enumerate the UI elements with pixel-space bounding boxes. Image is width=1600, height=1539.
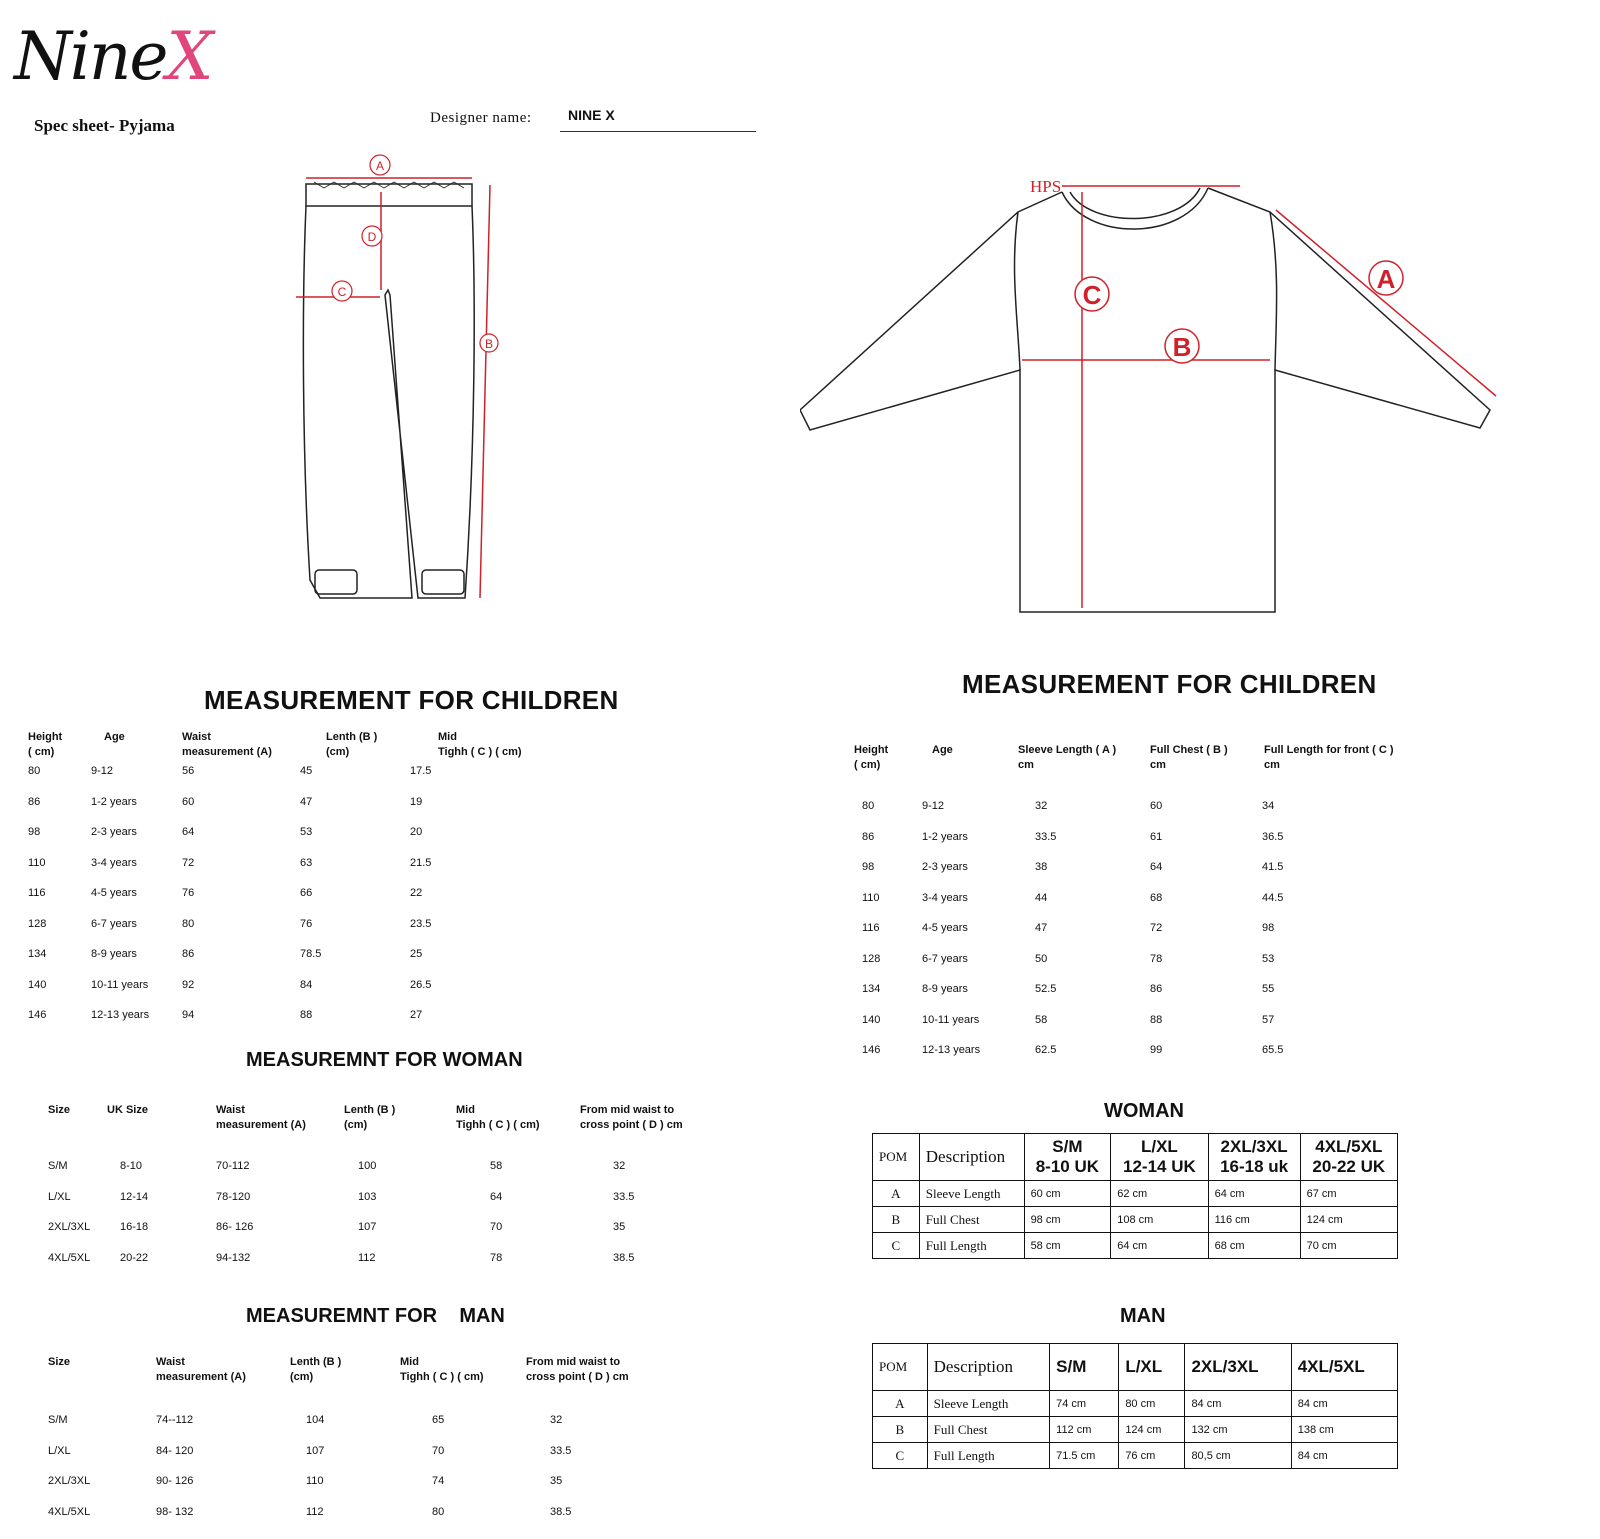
table-cell: 52.5 bbox=[1035, 983, 1057, 995]
size-header bbox=[1300, 1134, 1397, 1181]
table-cell: 68 bbox=[1150, 891, 1163, 904]
table-cell: 23.5 bbox=[410, 917, 432, 930]
designer-underline bbox=[560, 131, 756, 132]
designer-label: Designer name: bbox=[430, 110, 532, 126]
table-cell: 19 bbox=[410, 795, 423, 808]
table-cell: Full Length bbox=[927, 1443, 1050, 1469]
table-cell: 76 cm bbox=[1119, 1443, 1185, 1469]
column-header: Lenth (B ) (cm) bbox=[290, 1356, 342, 1383]
table-cell: 140 bbox=[28, 978, 47, 991]
table-cell: 86- 126 bbox=[216, 1221, 254, 1233]
table-cell: 132 cm bbox=[1185, 1417, 1291, 1443]
size-header: 4XL/5XL bbox=[1291, 1344, 1397, 1391]
top-label-c: C bbox=[1082, 280, 1102, 310]
table-cell: 1-2 years bbox=[91, 795, 137, 808]
top-woman-pom-table bbox=[872, 1133, 1398, 1259]
column-header: UK Size bbox=[107, 1104, 148, 1116]
table-cell: Full Length bbox=[919, 1233, 1024, 1259]
size-header bbox=[1208, 1134, 1300, 1181]
description-header: Description bbox=[919, 1134, 1024, 1181]
table-cell: 98 cm bbox=[1024, 1207, 1111, 1233]
column-header: Mid Tighh ( C ) ( cm) bbox=[456, 1104, 540, 1131]
table-cell: 84 cm bbox=[1291, 1391, 1397, 1417]
table-cell: 57 bbox=[1262, 1013, 1275, 1026]
table-cell: 66 bbox=[300, 887, 313, 899]
top-children-title: MEASUREMENT FOR CHILDREN bbox=[962, 669, 1377, 699]
size-header-line: 2XL/3XL bbox=[1220, 1137, 1288, 1156]
table-cell: 146 bbox=[862, 1044, 881, 1056]
table-cell: Sleeve Length bbox=[927, 1391, 1050, 1417]
table-cell: 86 bbox=[862, 830, 875, 843]
size-header-line: 16-18 uk bbox=[1220, 1157, 1289, 1176]
table-cell: 35 bbox=[613, 1221, 626, 1233]
table-cell: 60 bbox=[1150, 800, 1163, 812]
table-cell: 53 bbox=[300, 826, 313, 838]
table-cell: 36.5 bbox=[1262, 830, 1284, 843]
size-header-line: L/XL bbox=[1140, 1137, 1178, 1156]
table-cell: 68 cm bbox=[1208, 1233, 1300, 1259]
table-cell: S/M bbox=[48, 1160, 68, 1172]
table-cell: 116 cm bbox=[1208, 1207, 1300, 1233]
table-cell: 72 bbox=[182, 856, 195, 869]
table-cell: 112 bbox=[358, 1251, 376, 1264]
table-cell: 65.5 bbox=[1262, 1044, 1284, 1056]
table-row bbox=[873, 1443, 1398, 1469]
top-man-title: MAN bbox=[1120, 1305, 1166, 1327]
column-header: Size bbox=[48, 1356, 71, 1368]
table-cell: 33.5 bbox=[550, 1444, 572, 1457]
top-label-b: B bbox=[1172, 332, 1192, 362]
table-cell: 33.5 bbox=[613, 1190, 635, 1203]
table-cell: 4-5 years bbox=[91, 887, 137, 899]
logo-text: Nine bbox=[14, 18, 167, 95]
table-cell: 80 bbox=[432, 1505, 445, 1518]
table-cell: 86 bbox=[182, 948, 195, 960]
table-cell: 4XL/5XL bbox=[48, 1251, 91, 1264]
table-cell: 4-5 years bbox=[922, 922, 968, 934]
table-cell: 86 bbox=[28, 795, 41, 808]
table-cell: 138 cm bbox=[1291, 1417, 1397, 1443]
column-header: From mid waist to cross point ( D ) cm bbox=[580, 1104, 683, 1131]
table-cell: 2-3 years bbox=[922, 861, 968, 873]
table-cell: 107 bbox=[306, 1444, 325, 1457]
table-cell: 124 cm bbox=[1300, 1207, 1397, 1233]
pants-label-b: B bbox=[484, 337, 494, 351]
table-cell: 80 cm bbox=[1119, 1391, 1185, 1417]
table-cell: 90- 126 bbox=[156, 1475, 194, 1487]
pom-header-row bbox=[873, 1344, 1398, 1391]
table-cell: 32 bbox=[550, 1414, 563, 1426]
table-cell: 38.5 bbox=[613, 1251, 635, 1264]
table-cell: 2XL/3XL bbox=[48, 1475, 91, 1487]
table-cell: 27 bbox=[410, 1009, 423, 1021]
table-cell: 98- 132 bbox=[156, 1505, 194, 1518]
table-cell: 110 bbox=[306, 1475, 324, 1487]
size-header: 2XL/3XL bbox=[1185, 1344, 1291, 1391]
table-cell: 103 bbox=[358, 1190, 377, 1203]
table-row bbox=[873, 1207, 1398, 1233]
table-cell: 94 bbox=[182, 1009, 195, 1021]
pants-label-a: A bbox=[375, 159, 385, 173]
table-cell: 110 bbox=[28, 856, 46, 869]
table-cell: B bbox=[873, 1207, 920, 1233]
table-cell: 80 bbox=[182, 917, 195, 930]
table-cell: 35 bbox=[550, 1475, 563, 1487]
table-cell: C bbox=[873, 1233, 920, 1259]
table-cell: 64 cm bbox=[1111, 1233, 1208, 1259]
table-cell: 67 cm bbox=[1300, 1181, 1397, 1207]
table-cell: 98 bbox=[28, 826, 41, 838]
table-cell: 100 bbox=[358, 1160, 377, 1172]
table-cell: 6-7 years bbox=[922, 952, 968, 965]
table-row bbox=[873, 1417, 1398, 1443]
logo-x: X bbox=[166, 18, 212, 95]
table-cell: Full Chest bbox=[927, 1417, 1050, 1443]
top-hps-label: HPS bbox=[1030, 177, 1062, 196]
column-header: Age bbox=[104, 731, 125, 743]
table-cell: 58 bbox=[1035, 1013, 1048, 1026]
table-cell: 53 bbox=[1262, 952, 1275, 965]
table-cell: 62.5 bbox=[1035, 1044, 1057, 1056]
table-cell: 60 bbox=[182, 795, 195, 808]
table-cell: 116 bbox=[28, 887, 46, 899]
table-cell: 128 bbox=[28, 917, 47, 930]
column-header: Age bbox=[932, 744, 953, 756]
table-cell: 65 bbox=[432, 1414, 445, 1426]
table-cell: Full Chest bbox=[919, 1207, 1024, 1233]
column-header: Waist measurement (A) bbox=[216, 1104, 306, 1131]
size-header-line: 4XL/5XL bbox=[1315, 1137, 1383, 1156]
table-cell: 38 bbox=[1035, 861, 1048, 873]
table-cell: 116 bbox=[862, 922, 880, 934]
size-header bbox=[1024, 1134, 1111, 1181]
table-cell: 63 bbox=[300, 856, 313, 869]
table-cell: 74 bbox=[432, 1475, 445, 1487]
top-man-pom-table bbox=[872, 1343, 1398, 1469]
pom-header-row bbox=[873, 1134, 1398, 1181]
table-cell: 16-18 bbox=[120, 1221, 149, 1233]
table-cell: C bbox=[873, 1443, 928, 1469]
table-cell: 55 bbox=[1262, 983, 1275, 995]
table-cell: L/XL bbox=[48, 1190, 71, 1203]
top-label-a: A bbox=[1376, 264, 1396, 294]
table-cell: A bbox=[873, 1181, 920, 1207]
column-header: Height ( cm) bbox=[854, 744, 889, 771]
table-cell: 74 cm bbox=[1050, 1391, 1119, 1417]
table-cell: S/M bbox=[48, 1414, 68, 1426]
table-cell: 12-13 years bbox=[922, 1044, 981, 1056]
column-header: Size bbox=[48, 1104, 71, 1116]
table-cell: 26.5 bbox=[410, 978, 432, 991]
table-cell: 92 bbox=[182, 978, 195, 991]
table-cell: 78 bbox=[490, 1251, 503, 1264]
table-cell: 12-14 bbox=[120, 1190, 149, 1203]
table-cell: 99 bbox=[1150, 1044, 1163, 1056]
column-header: Mid Tighh ( C ) ( cm) bbox=[438, 731, 522, 758]
table-cell: 60 cm bbox=[1024, 1181, 1111, 1207]
table-cell: 64 bbox=[490, 1190, 503, 1203]
table-cell: 84 cm bbox=[1185, 1391, 1291, 1417]
table-cell: 112 bbox=[306, 1505, 324, 1518]
table-cell: 70 cm bbox=[1300, 1233, 1397, 1259]
table-cell: A bbox=[873, 1391, 928, 1417]
table-cell: 88 bbox=[300, 1009, 313, 1021]
table-cell: 8-9 years bbox=[922, 983, 968, 995]
table-cell: 78-120 bbox=[216, 1190, 251, 1203]
size-header-line: 12-14 UK bbox=[1123, 1157, 1196, 1176]
table-row bbox=[873, 1391, 1398, 1417]
table-cell: 64 cm bbox=[1208, 1181, 1300, 1207]
table-cell: 124 cm bbox=[1119, 1417, 1185, 1443]
table-cell: 8-9 years bbox=[91, 948, 137, 960]
table-cell: 50 bbox=[1035, 952, 1048, 965]
table-cell: 1-2 years bbox=[922, 830, 968, 843]
designer-value: NINE X bbox=[568, 107, 615, 123]
pants-label-c: C bbox=[337, 285, 347, 299]
table-cell: 56 bbox=[182, 765, 195, 777]
table-cell: 134 bbox=[862, 983, 881, 995]
column-header: Full Length for front ( C ) cm bbox=[1264, 744, 1394, 771]
table-cell: 98 bbox=[1262, 922, 1275, 934]
table-cell: 9-12 bbox=[91, 765, 114, 777]
pants-man-title: MEASUREMNT FOR MAN bbox=[246, 1305, 505, 1327]
table-cell: 128 bbox=[862, 952, 881, 965]
column-header: Mid Tighh ( C ) ( cm) bbox=[400, 1356, 484, 1383]
table-cell: 47 bbox=[1035, 922, 1048, 934]
table-cell: 80 bbox=[28, 765, 41, 777]
table-cell: 112 cm bbox=[1050, 1417, 1119, 1443]
table-cell: 20-22 bbox=[120, 1251, 149, 1264]
table-cell: 146 bbox=[28, 1009, 47, 1021]
table-cell: 64 bbox=[182, 826, 195, 838]
table-cell: 44 bbox=[1035, 891, 1048, 904]
table-cell: 88 bbox=[1150, 1013, 1163, 1026]
pants-children-title: MEASUREMENT FOR CHILDREN bbox=[204, 685, 619, 715]
column-header: From mid waist to cross point ( D ) cm bbox=[526, 1356, 629, 1383]
table-cell: 4XL/5XL bbox=[48, 1505, 91, 1518]
table-cell: 21.5 bbox=[410, 856, 432, 869]
table-cell: 84 cm bbox=[1291, 1443, 1397, 1469]
table-cell: 98 bbox=[862, 861, 875, 873]
table-cell: 32 bbox=[1035, 800, 1048, 812]
brand-logo bbox=[14, 18, 212, 108]
table-cell: 9-12 bbox=[922, 800, 945, 812]
size-header: L/XL bbox=[1119, 1344, 1185, 1391]
table-cell: 38.5 bbox=[550, 1505, 572, 1518]
column-header: Full Chest ( B ) cm bbox=[1150, 744, 1228, 771]
table-cell: 86 bbox=[1150, 983, 1163, 995]
table-cell: 45 bbox=[300, 765, 313, 777]
table-cell: 140 bbox=[862, 1013, 881, 1026]
table-cell: 32 bbox=[613, 1160, 626, 1172]
table-cell: 3-4 years bbox=[922, 891, 968, 904]
description-header: Description bbox=[927, 1344, 1050, 1391]
table-cell: 64 bbox=[1150, 861, 1163, 873]
table-cell: 70-112 bbox=[216, 1160, 250, 1172]
top-diagram bbox=[800, 170, 1520, 630]
table-cell: 25 bbox=[410, 948, 423, 960]
column-header: Waist measurement (A) bbox=[156, 1356, 246, 1383]
pom-header: POM bbox=[873, 1134, 920, 1181]
table-cell: B bbox=[873, 1417, 928, 1443]
pants-diagram bbox=[280, 150, 520, 620]
table-cell: 61 bbox=[1150, 830, 1163, 843]
column-header: Lenth (B ) (cm) bbox=[326, 731, 378, 758]
table-cell: 33.5 bbox=[1035, 830, 1057, 843]
table-cell: 44.5 bbox=[1262, 891, 1284, 904]
table-cell: 10-11 years bbox=[922, 1013, 980, 1026]
table-cell: 20 bbox=[410, 826, 423, 838]
table-cell: 74--112 bbox=[156, 1414, 194, 1426]
table-cell: L/XL bbox=[48, 1444, 71, 1457]
size-header: S/M bbox=[1050, 1344, 1119, 1391]
table-cell: 71.5 cm bbox=[1050, 1443, 1119, 1469]
table-cell: 41.5 bbox=[1262, 861, 1284, 873]
top-woman-title: WOMAN bbox=[1104, 1100, 1184, 1122]
table-cell: 62 cm bbox=[1111, 1181, 1208, 1207]
table-cell: 94-132 bbox=[216, 1251, 251, 1264]
table-cell: 76 bbox=[182, 887, 195, 899]
table-cell: 3-4 years bbox=[91, 856, 137, 869]
table-cell: Sleeve Length bbox=[919, 1181, 1024, 1207]
table-cell: 76 bbox=[300, 917, 313, 930]
table-cell: 58 cm bbox=[1024, 1233, 1111, 1259]
table-row bbox=[873, 1181, 1398, 1207]
table-cell: 10-11 years bbox=[91, 978, 149, 991]
table-cell: 110 bbox=[862, 891, 880, 904]
column-header: Sleeve Length ( A ) cm bbox=[1018, 744, 1117, 771]
table-cell: 104 bbox=[306, 1414, 325, 1426]
table-cell: 8-10 bbox=[120, 1160, 143, 1172]
column-header: Waist measurement (A) bbox=[182, 731, 272, 758]
table-cell: 58 bbox=[490, 1160, 503, 1172]
table-cell: 70 bbox=[490, 1221, 503, 1233]
table-cell: 47 bbox=[300, 795, 313, 808]
table-cell: 12-13 years bbox=[91, 1009, 150, 1021]
column-header: Lenth (B ) (cm) bbox=[344, 1104, 396, 1131]
table-cell: 17.5 bbox=[410, 765, 432, 777]
size-header-line: 20-22 UK bbox=[1312, 1157, 1386, 1176]
table-cell: 80,5 cm bbox=[1185, 1443, 1291, 1469]
table-cell: 72 bbox=[1150, 922, 1163, 934]
table-cell: 108 cm bbox=[1111, 1207, 1208, 1233]
table-cell: 84- 120 bbox=[156, 1444, 194, 1457]
sheet-subtitle: Spec sheet- Pyjama bbox=[34, 116, 175, 135]
table-cell: 134 bbox=[28, 948, 47, 960]
size-header bbox=[1111, 1134, 1208, 1181]
table-cell: 34 bbox=[1262, 800, 1275, 812]
table-cell: 78.5 bbox=[300, 948, 322, 960]
table-row bbox=[873, 1233, 1398, 1259]
table-cell: 70 bbox=[432, 1444, 445, 1457]
table-cell: 84 bbox=[300, 978, 313, 991]
size-header-line: S/M bbox=[1052, 1137, 1083, 1156]
pom-header: POM bbox=[873, 1344, 928, 1391]
table-cell: 2XL/3XL bbox=[48, 1221, 91, 1233]
table-cell: 6-7 years bbox=[91, 917, 137, 930]
pants-woman-title: MEASUREMNT FOR WOMAN bbox=[246, 1049, 523, 1071]
table-cell: 107 bbox=[358, 1221, 377, 1233]
table-cell: 80 bbox=[862, 800, 875, 812]
pants-label-d: D bbox=[367, 230, 377, 244]
size-header-line: 8-10 UK bbox=[1035, 1157, 1100, 1176]
table-cell: 78 bbox=[1150, 952, 1163, 965]
table-cell: 22 bbox=[410, 887, 423, 899]
table-cell: 2-3 years bbox=[91, 826, 137, 838]
column-header: Height ( cm) bbox=[28, 731, 63, 758]
